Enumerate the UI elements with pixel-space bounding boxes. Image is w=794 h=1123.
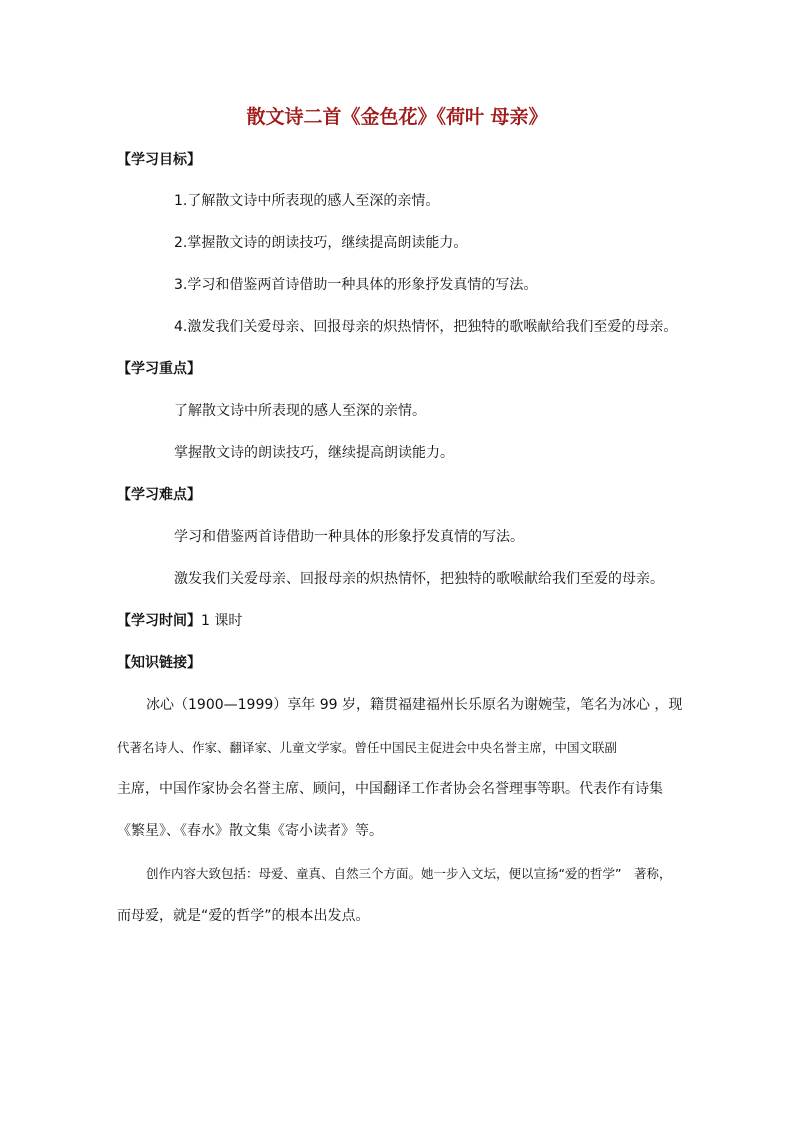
- knowledge-line-1: 冰心（1900—1999）享年 99 岁，籍贯福建福州长乐原名为谢婉莹，笔名为冰心 ，现: [146, 697, 683, 713]
- knowledge-line-4: 《繁星》、《春水》散文集《寄小读者》等。: [117, 823, 383, 839]
- goal-item-2: 2.掌握散文诗的朗读技巧，继续提高朗读能力。: [174, 235, 468, 251]
- study-time-heading: 【学习时间】: [117, 613, 201, 629]
- study-time-value: 1 课时: [201, 613, 243, 629]
- knowledge-line-5: 创作内容大致包括：母爱、童真、自然三个方面。她一步入文坛，便以宣扬“爱的哲学” 著称，: [146, 866, 672, 881]
- goal-item-3: 3.学习和借鉴两首诗借助一种具体的形象抒发真情的写法。: [174, 277, 538, 293]
- difficulty-item-1: 学习和借鉴两首诗借助一种具体的形象抒发真情的写法。: [174, 529, 524, 545]
- knowledge-line-3: 主席，中国作家协会名誉主席、顾问，中国翻译工作者协会名誉理事等职。代表作有诗集: [117, 781, 663, 797]
- study-time-row: [117, 611, 242, 631]
- knowledge-line-2: 代著名诗人、作家、翻译家、儿童文学家。曾任中国民主促进会中央名誉主席，中国文联副: [117, 740, 618, 755]
- difficulty-item-2: 激发我们关爱母亲、回报母亲的炽热情怀，把独特的歌喉献给我们至爱的母亲。: [174, 571, 664, 587]
- goal-item-1: 1.了解散文诗中所表现的感人至深的亲情。: [174, 193, 440, 209]
- key-point-item-1: 了解散文诗中所表现的感人至深的亲情。: [174, 403, 426, 419]
- knowledge-heading: 【知识链接】: [117, 655, 201, 671]
- key-point-item-2: 掌握散文诗的朗读技巧，继续提高朗读能力。: [174, 445, 454, 461]
- difficulties-heading: 【学习难点】: [117, 487, 201, 503]
- goals-heading: 【学习目标】: [117, 152, 201, 168]
- document-title: 散文诗二首《金色花》《荷叶 母亲》: [246, 106, 548, 128]
- knowledge-line-6: 而母爱，就是“爱的哲学”的根本出发点。: [117, 908, 370, 924]
- goal-item-4: 4.激发我们关爱母亲、回报母亲的炽热情怀，把独特的歌喉献给我们至爱的母亲。: [174, 319, 678, 335]
- key-points-heading: 【学习重点】: [117, 361, 201, 377]
